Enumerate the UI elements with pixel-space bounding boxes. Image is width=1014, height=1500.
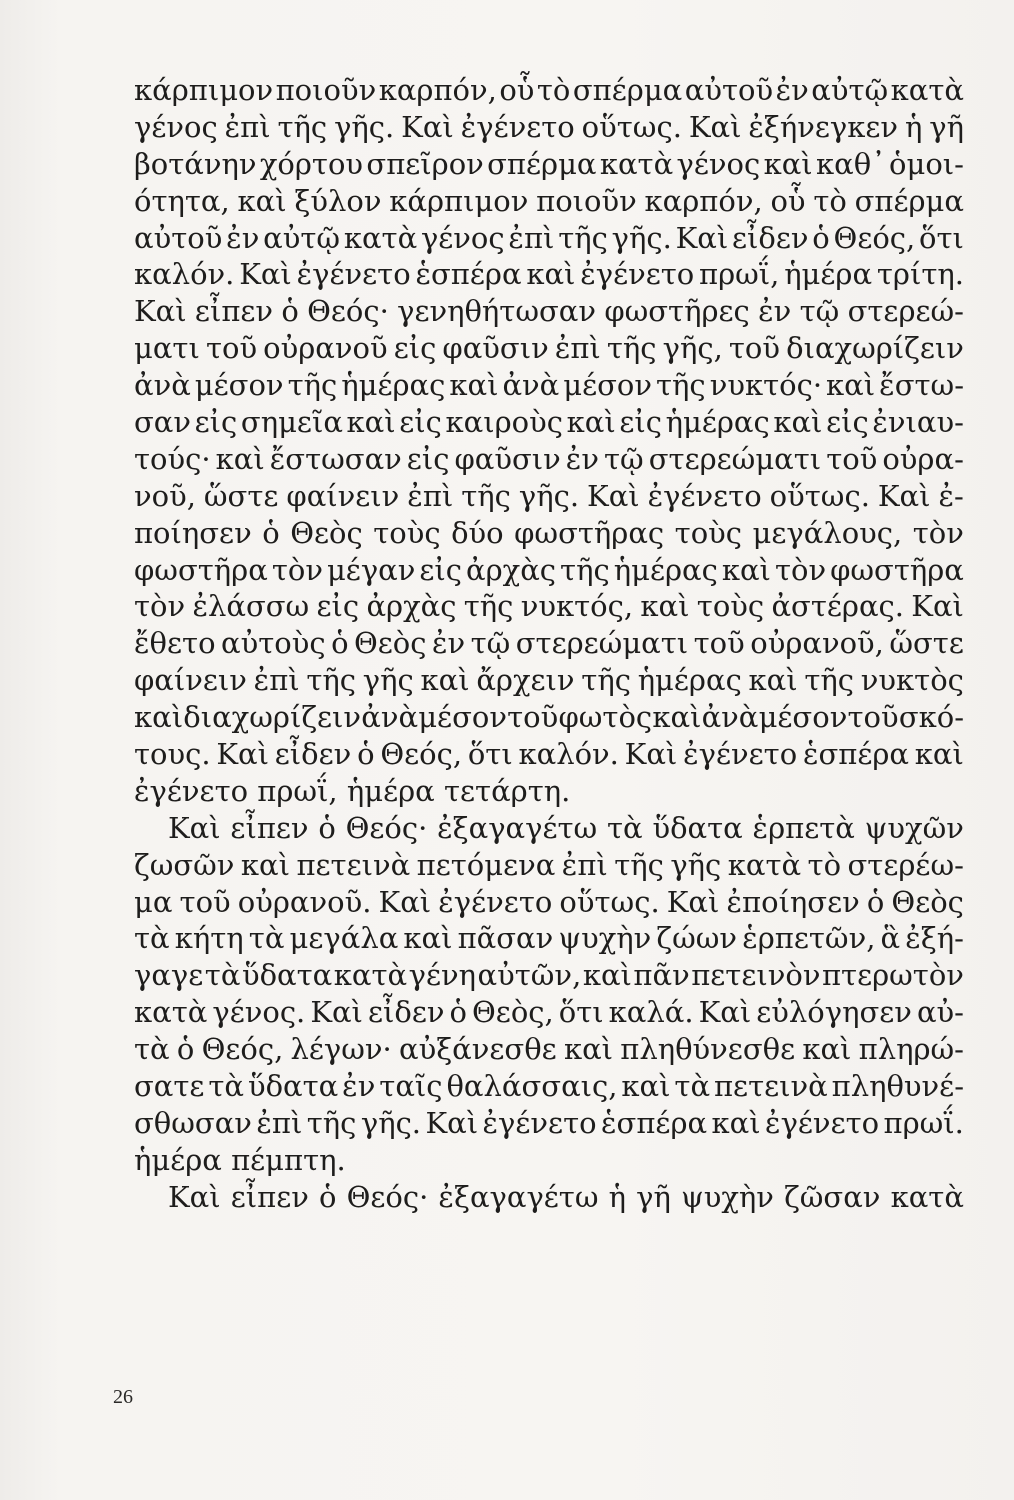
text-line: τὰ ὁ Θεός, λέγων· αὐξάνεσθε καὶ πληθύνεσθε καὶ πληρώ- [134,1032,964,1067]
text-line: τους. Καὶ εἶδεν ὁ Θεός, ὅτι καλόν. Καὶ ἐγένετο ἑσπέρα καὶ [134,737,964,772]
text-line: σαν εἰς σημεῖα καὶ εἰς καιροὺς καὶ εἰς ἡμέρας καὶ εἰς ἐνιαυ- [134,405,964,440]
text-line: γένος ἐπὶ τῆς γῆς. Καὶ ἐγένετο οὕτως. Καὶ ἐξήνεγκεν ἡ γῆ [134,109,964,144]
text-line: βοτάνην χόρτου σπεῖρον σπέρμα κατὰ γένος καὶ καθ᾽ ὁμοι- [134,146,964,181]
text-line: φαίνειν ἐπὶ τῆς γῆς καὶ ἄρχειν τῆς ἡμέρας καὶ τῆς νυκτὸς [134,663,964,698]
text-line: καὶ διαχωρίζειν ἀνὰ μέσον τοῦ φωτὸς καὶ ἀνὰ μέσον τοῦ σκό- [134,700,964,735]
text-line: ἡμέρα πέμπτη. [134,1142,346,1177]
text-line: ποίησεν ὁ Θεὸς τοὺς δύο φωστῆρας τοὺς μεγάλους, τὸν [134,515,964,550]
text-line: καλόν. Καὶ ἐγένετο ἑσπέρα καὶ ἐγένετο πρωΐ, ἡμέρα τρίτη. [134,257,964,292]
text-line: τὰ κήτη τὰ μεγάλα καὶ πᾶσαν ψυχὴν ζώων ἑρπετῶν, ἃ ἐξή- [134,921,964,956]
text-line: ζωσῶν καὶ πετεινὰ πετόμενα ἐπὶ τῆς γῆς κατὰ τὸ στερέω- [134,847,964,882]
text-line: φωστῆρα τὸν μέγαν εἰς ἀρχὰς τῆς ἡμέρας καὶ τὸν φωστῆρα [134,552,964,587]
text-line: σθωσαν ἐπὶ τῆς γῆς. Καὶ ἐγένετο ἑσπέρα καὶ ἐγένετο πρωΐ. [134,1105,964,1140]
text-line: Καὶ εἶπεν ὁ Θεός· ἐξαγαγέτω ἡ γῆ ψυχὴν ζῶσαν κατὰ [168,1179,964,1214]
text-line: Καὶ εἶπεν ὁ Θεός· ἐξαγαγέτω τὰ ὕδατα ἑρπετὰ ψυχῶν [168,810,964,845]
text-line: Καὶ εἶπεν ὁ Θεός· γενηθήτωσαν φωστῆρες ἐν τῷ στερεώ- [134,294,964,329]
text-line: αὐτοῦ ἐν αὐτῷ κατὰ γένος ἐπὶ τῆς γῆς. Καὶ εἶδεν ὁ Θεός, ὅτι [134,220,964,255]
text-line: ότητα, καὶ ξύλον κάρπιμον ποιοῦν καρπόν, οὗ τὸ σπέρμα [134,183,964,218]
text-line: κατὰ γένος. Καὶ εἶδεν ὁ Θεὸς, ὅτι καλά. Καὶ εὐλόγησεν αὐ- [134,995,964,1030]
text-line: γαγε τὰ ὕδατα κατὰ γένη αὐτῶν, καὶ πᾶν πετεινὸν πτερωτὸν [134,958,964,993]
text-line: ἀνὰ μέσον τῆς ἡμέρας καὶ ἀνὰ μέσον τῆς νυκτός· καὶ ἔστω- [134,368,964,403]
body-text [134,72,964,1216]
text-line: ἔθετο αὐτοὺς ὁ Θεὸς ἐν τῷ στερεώματι τοῦ οὐρανοῦ, ὥστε [134,626,964,661]
text-line: νοῦ, ὥστε φαίνειν ἐπὶ τῆς γῆς. Καὶ ἐγένετο οὕτως. Καὶ ἐ- [134,478,964,513]
text-line: κάρπιμον ποιοῦν καρπόν, οὗ τὸ σπέρμα αὐτοῦ ἐν αὐτῷ κατὰ [134,73,964,107]
text-line: ἐγένετο πρωΐ, ἡμέρα τετάρτη. [134,773,571,808]
text-line: σατε τὰ ὕδατα ἐν ταῖς θαλάσσαις, καὶ τὰ πετεινὰ πληθυνέ- [134,1069,964,1104]
text-line: τούς· καὶ ἔστωσαν εἰς φαῦσιν ἐν τῷ στερεώματι τοῦ οὐρα- [134,441,964,476]
text-line: τὸν ἐλάσσω εἰς ἀρχὰς τῆς νυκτός, καὶ τοὺς ἀστέρας. Καὶ [134,589,964,624]
text-line: ματι τοῦ οὐρανοῦ εἰς φαῦσιν ἐπὶ τῆς γῆς, τοῦ διαχωρίζειν [134,331,964,366]
text-line: μα τοῦ οὐρανοῦ. Καὶ ἐγένετο οὕτως. Καὶ ἐποίησεν ὁ Θεὸς [134,884,964,919]
page-number: 26 [113,1386,133,1408]
